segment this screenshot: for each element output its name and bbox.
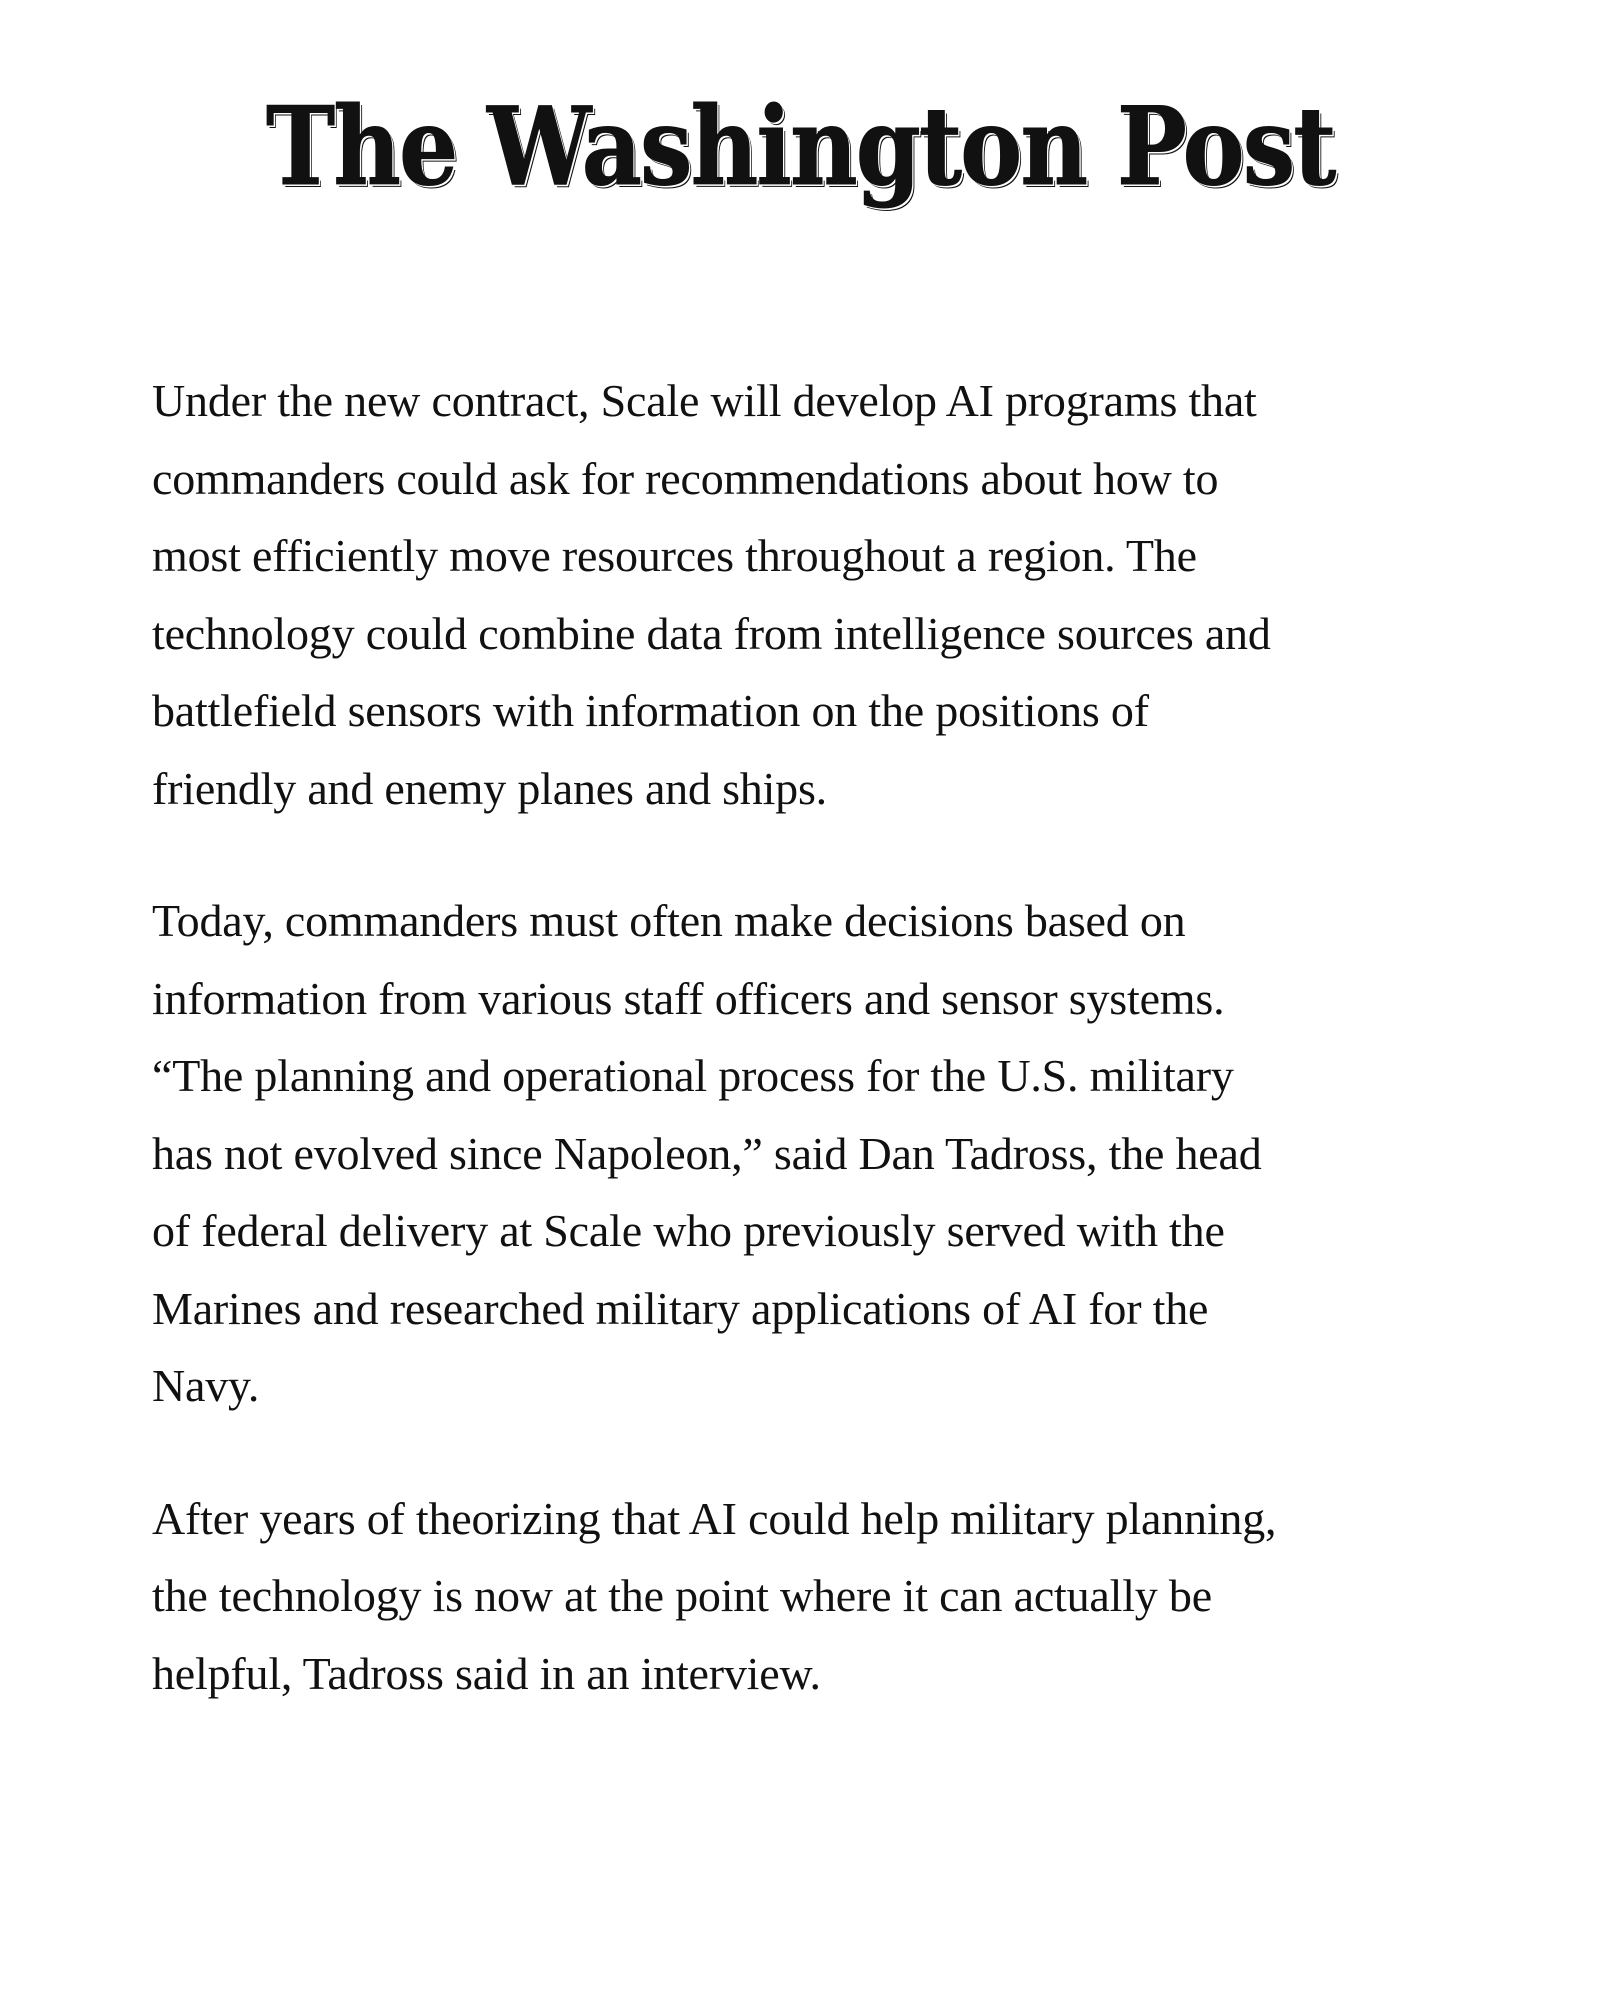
washington-post-logo: The Washington Post [265,84,1335,210]
paragraph-line: battlefield sensors with information on the positions of [152,685,1149,736]
paragraph-line: helpful, Tadross said in an interview. [152,1647,821,1699]
paragraph-line: information from various staff officers and sensor systems. [152,972,1225,1024]
paragraph-line: Under the new contract, Scale will develop AI programs that [152,375,1257,426]
paragraph-line: has not evolved since Napoleon,” said Dan Tadross, the head [152,1127,1262,1179]
paragraph-line: Today, commanders must often make decisions based on [152,895,1186,946]
paragraph-line: friendly and enemy planes and ships. [152,762,827,814]
paragraph-line: Marines and researched military applications of AI for the [152,1282,1209,1334]
article-body [152,362,1482,1767]
paragraph-line: commanders could ask for recommendations about how to [152,452,1219,504]
paragraph-3 [152,1480,1482,1713]
paragraph-2 [152,882,1482,1425]
masthead [0,62,1600,232]
paragraph-line: After years of theorizing that AI could help military planning, [152,1492,1277,1544]
paragraph-line: the technology is now at the point where it can actually be [152,1570,1212,1621]
paragraph-line: most efficiently move resources throughout a region. The [152,530,1197,581]
paragraph-line: of federal delivery at Scale who previously served with the [152,1205,1225,1256]
paragraph-1 [152,362,1482,827]
paragraph-line: Navy. [152,1360,260,1411]
paragraph-line: “The planning and operational process for the U.S. military [152,1050,1234,1101]
paragraph-line: technology could combine data from intelligence sources and [152,607,1271,659]
